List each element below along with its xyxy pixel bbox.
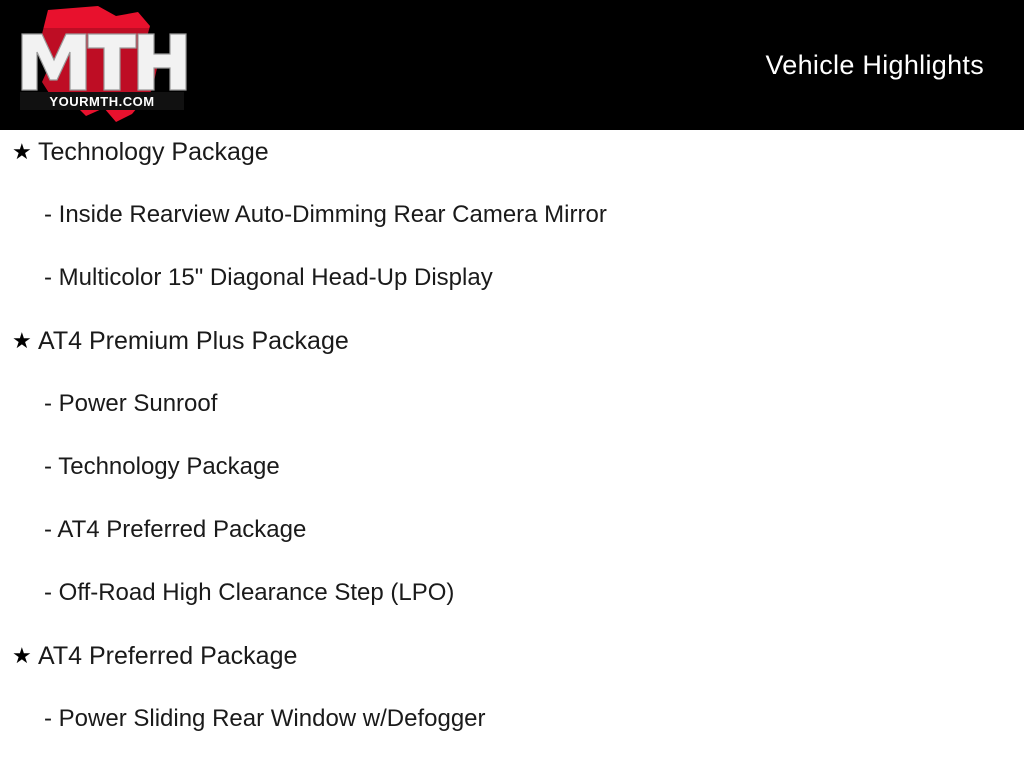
list-item-label: - Inside Rearview Auto-Dimming Rear Camera Mirror <box>44 201 607 228</box>
list-item-label: AT4 Preferred Package <box>38 642 298 670</box>
list-item-label: - Technology Package <box>44 453 280 480</box>
list-item-label: - Off-Road High Clearance Step (LPO) <box>44 579 455 606</box>
list-item <box>0 508 1024 571</box>
list-item-label: - AT4 Preferred Package <box>44 516 307 543</box>
list-item-label: Technology Package <box>38 138 269 166</box>
list-item <box>0 445 1024 508</box>
page-header <box>0 0 1024 130</box>
highlights-list <box>0 130 1024 760</box>
star-icon: ★ <box>12 643 32 668</box>
list-item <box>0 571 1024 634</box>
list-item <box>0 634 1024 697</box>
list-item-label: - Power Sunroof <box>44 390 218 417</box>
list-item <box>0 130 1024 193</box>
list-item <box>0 193 1024 256</box>
list-item <box>0 697 1024 760</box>
list-item-label: - Multicolor 15" Diagonal Head-Up Display <box>44 264 493 291</box>
list-item <box>0 319 1024 382</box>
mth-logo <box>12 4 197 126</box>
page-title: Vehicle Highlights <box>765 50 984 80</box>
list-item <box>0 382 1024 445</box>
star-icon: ★ <box>12 328 32 353</box>
list-item-label: AT4 Premium Plus Package <box>38 327 349 355</box>
star-icon: ★ <box>12 139 32 164</box>
list-item-label: - Power Sliding Rear Window w/Defogger <box>44 705 486 732</box>
list-item <box>0 256 1024 319</box>
svg-text:YOURMTH.COM: YOURMTH.COM <box>49 94 155 109</box>
